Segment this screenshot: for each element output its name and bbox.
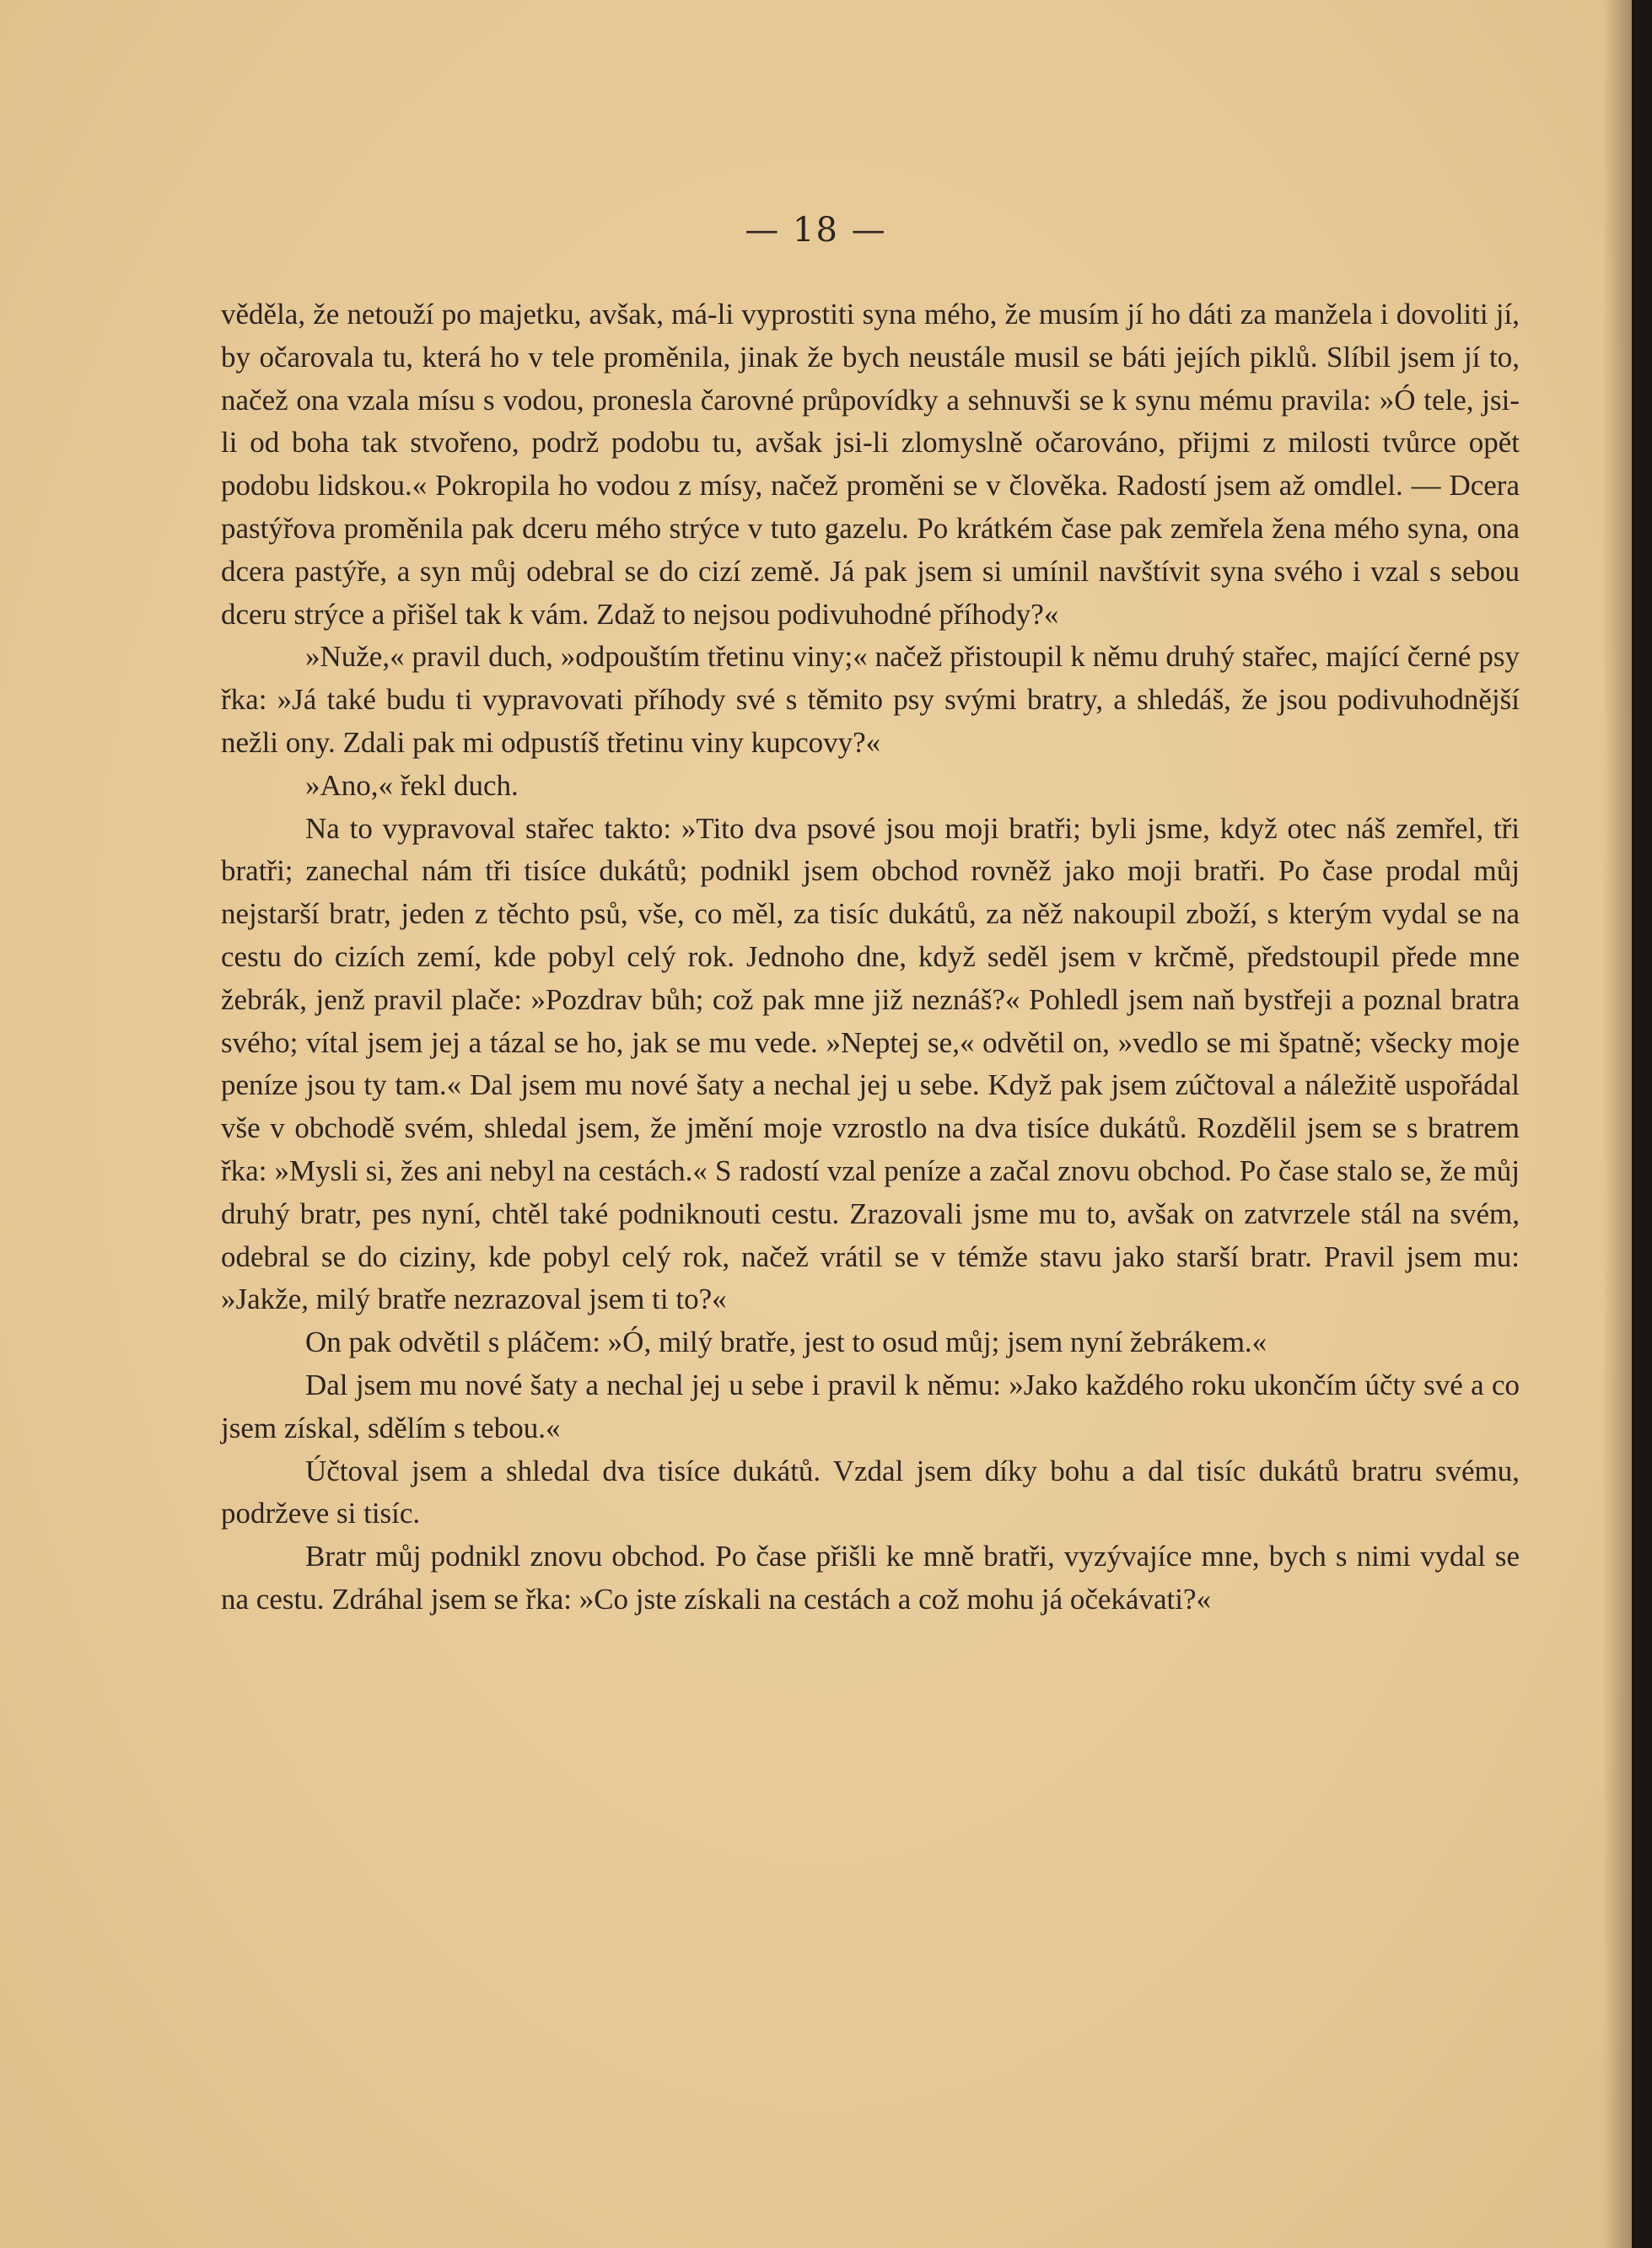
- paragraph: Dal jsem mu nové šaty a nechal jej u sebe i pravil k němu: »Jako každého roku ukončím účty své a co jsem získal, sdělím s tebou.«: [221, 1368, 1520, 1444]
- body-text: [221, 293, 1520, 1621]
- paragraph: Účtoval jsem a shledal dva tisíce dukátů. Vzdal jsem díky bohu a dal tisíc dukátů bratru svému, podrževe si tisíc.: [221, 1454, 1520, 1530]
- scan-border: [1632, 0, 1652, 2248]
- paragraph: věděla, že netouží po majetku, avšak, má-li vyprostiti syna mého, že musím jí ho dáti za manžela i dovoliti jí, by očarovala tu, která ho v tele proměnila, jinak že bych neustále musil se báti jejích piklů. Slíbil jsem jí to, načež ona vzala mísu s vodou, pronesla čarovné průpovídky a sehnuvši se k synu mému pravila: »Ó tele, jsi-li od boha tak stvořeno, podrž podobu tu, avšak jsi-li zlomyslně očarováno, přijmi z milosti tvůrce opět podobu lidskou.« Pokropila ho vodou z mísy, načež proměni se v člověka. Radostí jsem až omdlel. — Dcera pastýřova proměnila pak dceru mého strýce v tuto gazelu. Po krátkém čase pak zemřela žena mého syna, ona dcera pastýře, a syn můj odebral se do cizí země. Já pak jsem si umínil navštívit syna svého i vzal s sebou dceru strýce a přišel tak k vám. Zdaž to nejsou podivuhodné příhody?«: [221, 298, 1520, 631]
- paragraph: Na to vypravoval stařec takto: »Tito dva psové jsou moji bratři; byli jsme, když otec náš zemřel, tři bratři; zanechal nám tři tisíce dukátů; podnikl jsem obchod rovněž jako moji bratři. Po čase prodal můj nejstarší bratr, jeden z těchto psů, vše, co měl, za tisíc dukátů, za něž nakoupil zboží, s kterým vydal se na cestu do cizích zemí, kde pobyl celý rok. Jednoho dne, když seděl jsem v krčmě, předstoupil přede mne žebrák, jenž pravil plače: »Pozdrav bůh; což pak mne již neznáš?« Pohledl jsem naň bystřeji a poznal bratra svého; vítal jsem jej a tázal se ho, jak se mu vede. »Neptej se,« odvětil on, »vedlo se mi špatně; všecky moje peníze jsou ty tam.« Dal jsem mu nové šaty a nechal jej u sebe. Když pak jsem zúčtoval a náležitě uspořádal vše v obchodě svém, shledal jsem, že jmění moje vzrostlo na dva tisíce dukátů. Rozdělil jsem se s bratrem řka: »Mysli si, žes ani nebyl na cestách.« S radostí vzal peníze a začal znovu obchod. Po čase stalo se, že můj druhý bratr, pes nyní, chtěl také podniknouti cestu. Zrazovali jsme mu to, avšak on zatvrzele stál na svém, odebral se do ciziny, kde pobyl celý rok, načež vrátil se v témže stavu jako starší bratr. Pravil jsem mu: »Jakže, milý bratře nezrazoval jsem ti to?«: [221, 811, 1520, 1316]
- page-number: — 18 —: [745, 211, 887, 250]
- page-edge-shadow: [1602, 0, 1632, 2248]
- paragraph: »Nuže,« pravil duch, »odpouštím třetinu viny;« načež přistoupil k němu druhý stařec, mající černé psy řka: »Já také budu ti vypravovati příhody své s těmito psy svými bratry, a shledáš, že jsou podivuhodnější nežli ony. Zdali pak mi odpustíš třetinu viny kupcovy?«: [221, 640, 1520, 759]
- paragraph: Bratr můj podnikl znovu obchod. Po čase přišli ke mně bratři, vyzývajíce mne, bych s nimi vydal se na cestu. Zdráhal jsem se řka: »Co jste získali na cestách a což mohu já očekávati?«: [221, 1540, 1520, 1616]
- paragraph: »Ano,« řekl duch.: [305, 768, 519, 802]
- paragraph: On pak odvětil s pláčem: »Ó, milý bratře, jest to osud můj; jsem nyní žebrákem.«: [305, 1326, 1267, 1359]
